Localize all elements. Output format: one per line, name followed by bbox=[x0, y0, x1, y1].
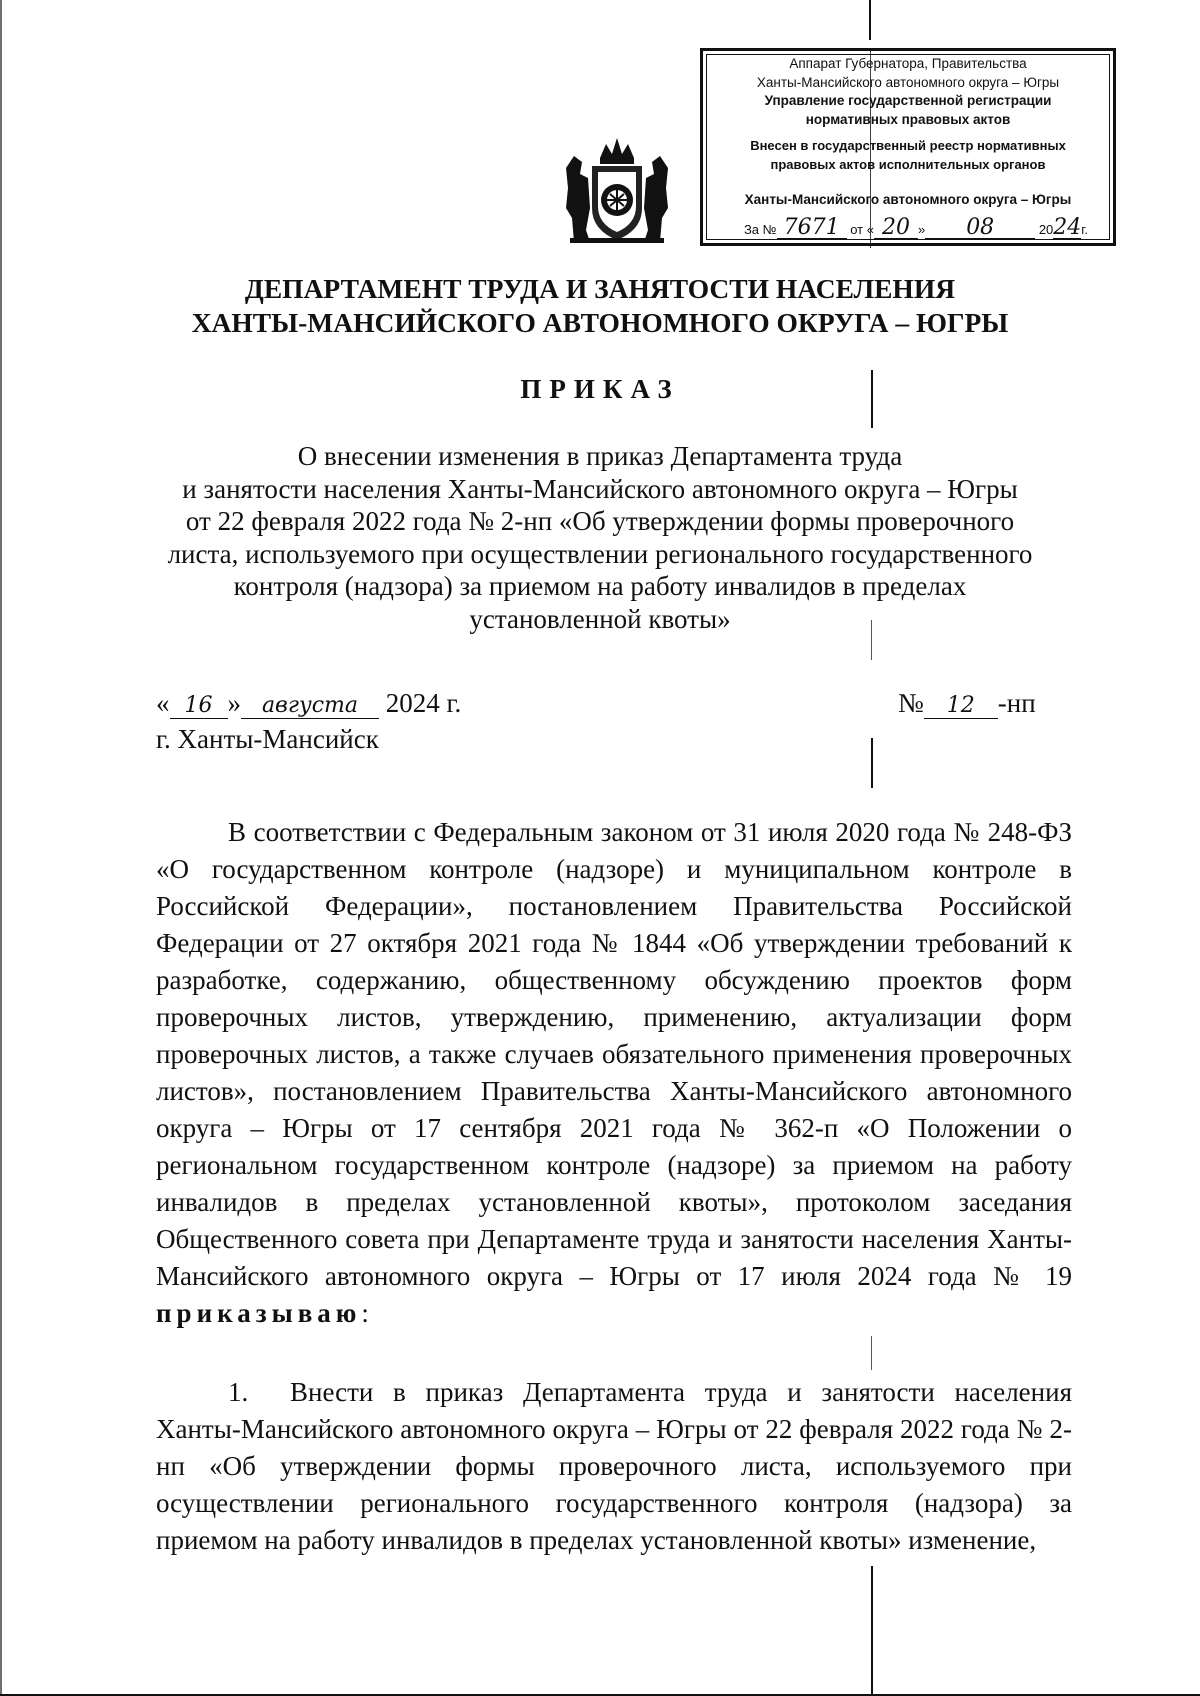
stamp-region-block bbox=[703, 191, 1113, 210]
stamp-line: Аппарат Губернатора, Правительства bbox=[789, 56, 1027, 71]
issue-city: г. Ханты-Мансийск bbox=[156, 724, 379, 754]
stamp-line: Ханты-Мансийского автономного округа – Югры bbox=[756, 74, 1060, 90]
stamp-reg-suffix: г. bbox=[1081, 222, 1089, 237]
stamp-reg-month: 08 bbox=[925, 219, 1035, 239]
stamp-line: Ханты-Мансийского автономного округа – Югры bbox=[744, 192, 1072, 207]
stamp-line: нормативных правовых актов bbox=[805, 111, 1011, 127]
date-month: августа bbox=[241, 693, 379, 719]
scan-edge-line bbox=[0, 0, 2, 1696]
scan-fold-line bbox=[871, 1566, 873, 1696]
stamp-registration-line bbox=[729, 215, 1103, 243]
department-heading-line: ХАНТЫ-МАНСИЙСКОГО АВТОНОМНОГО ОКРУГА – ЮГРЫ bbox=[191, 307, 1009, 338]
stamp-reg-day-close: » bbox=[917, 222, 926, 237]
date-day: 16 bbox=[170, 693, 228, 719]
order-item-1 bbox=[156, 1374, 1072, 1559]
department-heading bbox=[0, 272, 1200, 340]
order-number-value: 12 bbox=[924, 693, 998, 719]
order-number bbox=[898, 688, 1036, 719]
stamp-reg-day: 20 bbox=[874, 219, 918, 239]
stamp-register-block bbox=[703, 137, 1113, 174]
department-heading-line: ДЕПАРТАМЕНТ ТРУДА И ЗАНЯТОСТИ НАСЕЛЕНИЯ bbox=[244, 273, 956, 304]
stamp-reg-prefix: За № bbox=[743, 222, 777, 237]
scan-fold-line bbox=[871, 738, 873, 788]
preamble-paragraph bbox=[156, 814, 1072, 1332]
order-item-number: 1. bbox=[228, 1377, 249, 1407]
order-number-suffix: -нп bbox=[997, 688, 1036, 718]
order-subject-line: листа, используемого при осуществлении регионального государственного bbox=[167, 538, 1033, 569]
order-number-prefix: № bbox=[898, 688, 924, 718]
stamp-line: правовых актов исполнительных органов bbox=[770, 156, 1046, 172]
stamp-reg-from: от « bbox=[850, 222, 874, 237]
stamp-authority-block bbox=[703, 55, 1113, 129]
stamp-reg-year: 24 bbox=[1053, 215, 1082, 240]
order-directive-colon: : bbox=[361, 1298, 369, 1328]
order-item-text: Внести в приказ Департамента труда и занятости населения Ханты-Мансийского автономного округа – Югры от 22 февраля 2022 года № 2-нп «Об утверждении формы проверочного листа, используемого при осуществлении регионального государственного контроля (надзора) за приемом на работу инвалидов в пределах установленной квоты» изменение, bbox=[156, 1377, 1072, 1555]
scan-fold-line bbox=[871, 1336, 872, 1370]
date-open-quote: « bbox=[156, 688, 170, 718]
stamp-line: Внесен в государственный реестр нормативных bbox=[750, 138, 1066, 153]
date-year: 2024 г. bbox=[379, 688, 462, 718]
preamble-text: В соответствии с Федеральным законом от 31 июля 2020 года № 248-ФЗ «О государственном контроле (надзоре) и муниципальном контроле в Российской Федерации», постановлением Правительства Российской Федерации от 27 октября 2021 года № 1844 «Об утверждении требований к разработке, содержанию, общественному обсуждению проектов форм проверочных листов, утверждению, применению, актуализации форм проверочных листов, а также случаев обязательного применения проверочных листов», постановлением Правительства Ханты-Мансийского автономного округа – Югры от 17 сентября 2021 года № 362-п «О Положении о региональном государственном контроле (надзоре) за приемом на работу инвалидов в пределах установленной квоты», протоколом заседания Общественного совета при Департаменте труда и занятости населения Ханты-Мансийского автономного округа – Югры от 17 июля 2024 года № 19 bbox=[156, 817, 1072, 1291]
order-subject bbox=[0, 440, 1200, 635]
scan-fold-line bbox=[869, 0, 871, 40]
date-close-quote: » bbox=[227, 688, 241, 718]
stamp-line: Управление государственной регистрации bbox=[764, 93, 1052, 108]
coat-of-arms-icon bbox=[560, 138, 674, 244]
order-date bbox=[156, 688, 461, 719]
order-subject-line: контроля (надзора) за приемом на работу инвалидов в пределах bbox=[233, 571, 967, 601]
stamp-reg-number: 7671 bbox=[777, 219, 847, 239]
order-subject-line: О внесении изменения в приказ Департамента труда bbox=[297, 441, 903, 471]
registration-stamp bbox=[700, 48, 1116, 246]
stamp-reg-century: 20 bbox=[1038, 222, 1054, 237]
order-subject-line: установленной квоты» bbox=[469, 603, 731, 634]
order-subject-line: от 22 февраля 2022 года № 2-нп «Об утверждении формы проверочного bbox=[185, 506, 1015, 536]
order-subject-line: и занятости населения Ханты-Мансийского автономного округа – Югры bbox=[182, 473, 1018, 504]
document-type-title: ПРИКАЗ bbox=[520, 374, 680, 404]
order-directive-word: приказываю bbox=[156, 1298, 362, 1328]
